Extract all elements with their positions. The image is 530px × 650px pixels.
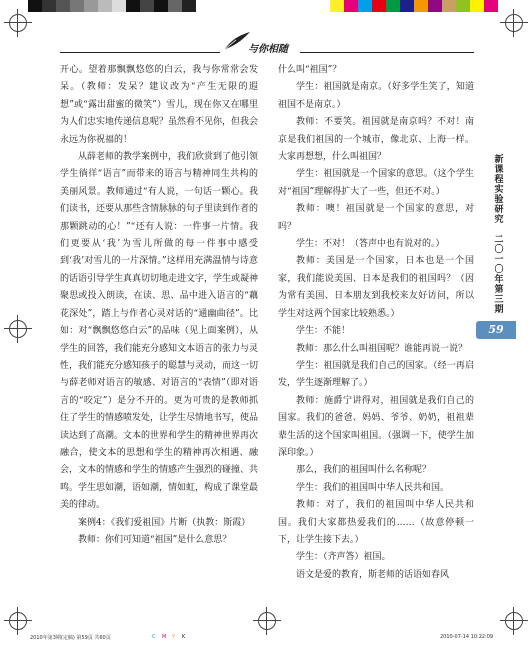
paragraph: 从薛老师的教学案例中，我们欣赏到了他引领学生徜徉“语言”而带来的语言与精神同生共构的美丽风景。教师通过“有人说，一句话一颗心。我们读书，还要从那些含情脉脉的句子里读到作者的那颗跳动的心！”“还有人说：一件事一片情。我们更要从‘我’为雪儿所做的每一件事中感受到‘我’对雪儿的一片深情。”这样用充满温情与诗意的话语引导学生真真切切地走进文字，学生或凝神聚思或投入朗读，在读、思、品中进入语言的“藕花深处”，踏上与作者心灵对话的“通幽曲径”。比如：对“飘飘悠悠白云”的品味（见上面案例），从学生的回答，我们能充分感知文本语言的张力与灵性，我们能充分感知孩子的聪慧与灵动，而这一切与薛老师对语言的敏感、对语言的“表情”（即对语言的“咬定”）是分不开的。更为可贵的是教师抓住了学生的情感喷发处，让学生尽情地书写，使品读达到了高潮。文本的世界和学生的精神世界再次融合，使文本的思想和学生的精神再次相遇、融会，文本的情感和学生的情感产生强烈的碰撞、共鸣。学生思如潮，语如潮，情如虹，构成了课堂最美的律动。 — [60, 152, 259, 511]
print-color-bar — [0, 0, 530, 14]
dialogue-line: 教师：不要笑。祖国就是南京吗？不对！南京是我们祖国的一个城市，像北京、上海一样。大家再想想，什么叫祖国？ — [278, 117, 474, 163]
color-swatch — [456, 0, 470, 12]
color-swatch — [400, 0, 414, 12]
registration-mark-icon — [505, 612, 523, 630]
color-swatch — [428, 0, 442, 12]
header-rule — [60, 52, 220, 53]
footer-cmyk-c: C — [152, 634, 156, 640]
color-swatch — [442, 0, 456, 12]
color-swatch — [330, 0, 344, 12]
dialogue-line: 什么叫“祖国”？ — [278, 65, 342, 75]
color-swatch — [112, 0, 126, 12]
journal-name: 新课程实验研究 — [494, 155, 504, 225]
dialogue-line: 教师：对了，我们的祖国叫中华人民共和国。我们大家都热爱我们的……（故意停顿一下，让学生接下去。） — [278, 500, 474, 545]
footer-cmyk-k: K — [182, 634, 186, 640]
dialogue-line: 学生：我们的祖国叫中华人民共和国。 — [296, 482, 450, 493]
color-swatch — [28, 0, 42, 12]
color-swatch — [386, 0, 400, 12]
color-swatch — [372, 0, 386, 12]
color-swatch — [182, 0, 196, 12]
dialogue-line: 学生：不对！（答声中也有说对的。） — [296, 239, 445, 250]
case-heading: 案例4：《我们爱祖国》片断（执教：斯霞） — [78, 517, 251, 528]
footer-timestamp: 2010-07-14 10:22:09 — [440, 634, 494, 640]
color-swatch — [470, 0, 484, 12]
left-column — [60, 62, 258, 549]
color-swatch — [484, 0, 498, 12]
registration-mark-icon — [505, 14, 523, 32]
color-swatch — [70, 0, 84, 12]
section-title: 与你相随 — [248, 44, 288, 55]
registration-mark-icon — [258, 612, 276, 630]
color-swatch — [154, 0, 168, 12]
registration-mark-icon — [9, 612, 27, 630]
color-swatch — [126, 0, 140, 12]
color-swatch — [168, 0, 182, 12]
right-column — [278, 62, 474, 584]
footer-cmyk-m: M — [162, 634, 167, 640]
color-swatch — [42, 0, 56, 12]
paragraph: 开心。望着那飘飘悠悠的白云，我与你常常会发呆。（教师：发呆？建议改为“产生无限的遐想”或“露出甜蜜的微笑”）雪儿，现在你又在哪里为人们忠实地传递信息呢？虽然看不见你，但我会永远为你祝福的！ — [60, 65, 259, 145]
color-swatch — [84, 0, 98, 12]
color-swatch — [140, 0, 154, 12]
paragraph: 语文是爱的教育，斯老师的话语如春风 — [296, 569, 450, 580]
dialogue-line: 教师：那么什么叫祖国呢？谁能再说一说？ — [296, 343, 468, 354]
dialogue-line: 学生：（齐声答）祖国。 — [296, 552, 391, 563]
color-swatch — [56, 0, 70, 12]
dialogue-line: 教师：施爵宁讲得对，祖国就是我们自己的国家。我们的爸爸、妈妈、爷爷、奶奶，祖祖辈辈生活的这个国家叫祖国。（强调一下，使学生加深印象。） — [278, 395, 474, 458]
dialogue-line: 学生：祖国就是我们自己的国家。（经一再启发，学生逐渐理解了。） — [278, 360, 474, 389]
footer-cmyk-y: Y — [172, 634, 176, 640]
dialogue-line: 学生：不能！ — [296, 326, 351, 337]
color-swatch — [414, 0, 428, 12]
color-swatch — [98, 0, 112, 12]
registration-mark-icon — [9, 14, 27, 32]
dialogue-line: 教师：你们可知道“祖国”是什么意思？ — [78, 534, 232, 545]
dialogue-line: 学生：祖国就是一个国家的意思。（这个学生对“祖国”理解得扩大了一些，但还不对。） — [278, 169, 474, 197]
journal-side-label — [491, 155, 507, 315]
dialogue-line: 教师：美国是一个国家，日本也是一个国家，我们能说美国、日本是我们的祖国吗？（因为常有美国、日本朋友到我校来友好访问，所以学生对这两个国家比较熟悉。） — [278, 256, 474, 319]
journal-issue: 二〇一〇年第三期 — [494, 235, 504, 315]
color-swatch — [358, 0, 372, 12]
dialogue-line: 学生：祖国就是南京。（好多学生笑了，知道祖国不是南京。） — [278, 82, 474, 110]
footer-print-info: 2010年第3期(定稿) 第59页 共60页 — [30, 635, 111, 641]
dialogue-line: 那么，我们的祖国叫什么名称呢？ — [296, 465, 432, 476]
page-number: 59 — [476, 321, 516, 339]
header-rule — [300, 52, 474, 53]
color-swatch — [344, 0, 358, 12]
registration-mark-icon — [9, 320, 27, 338]
dialogue-line: 教师：噢！祖国就是一个国家的意思，对吗？ — [278, 204, 474, 232]
